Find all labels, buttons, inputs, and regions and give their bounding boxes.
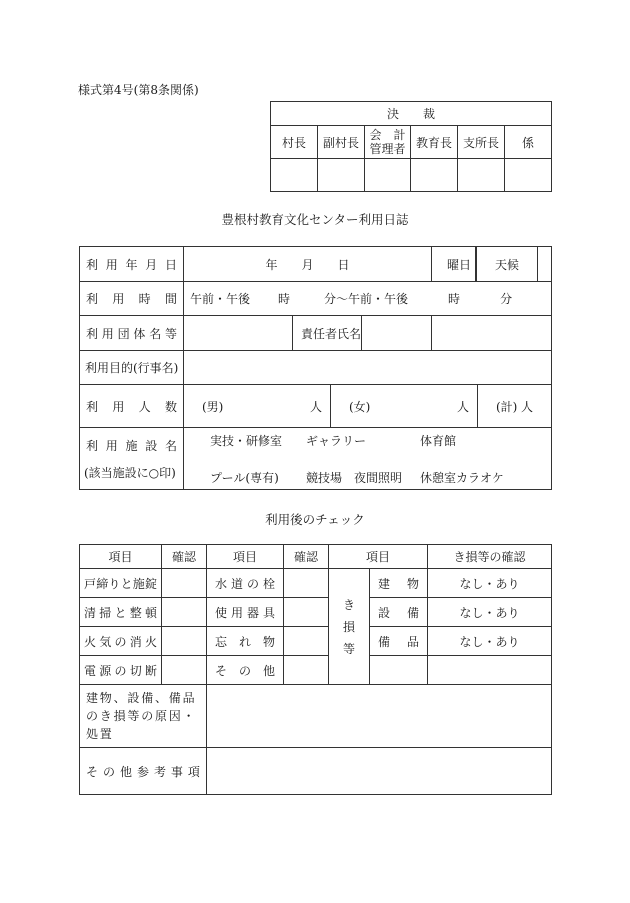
- usage-facility-options: [184, 428, 552, 490]
- stamp-cell[interactable]: [271, 159, 318, 192]
- usage-people-label: 利 用 人 数: [80, 385, 184, 428]
- usage-facility-label: 利 用 施 設 名 (該当施設に○印): [80, 428, 184, 490]
- stamp-cell[interactable]: [365, 159, 411, 192]
- approval-col-village-head: 村長: [271, 126, 318, 159]
- approval-col-accountant: 会 計 管理者: [365, 126, 411, 159]
- people-female[interactable]: (女) 人: [331, 385, 478, 427]
- check-header-damage: き損等の確認: [428, 545, 552, 569]
- check-item-cleaning: 清 掃 と 整 頓: [80, 598, 162, 627]
- facility-option[interactable]: 体育館: [420, 433, 457, 448]
- damage-extra-cell[interactable]: [370, 656, 428, 685]
- usage-weather-input[interactable]: [538, 247, 551, 281]
- time-minute-2: 分: [500, 292, 513, 306]
- damage-item-building: 建 物: [370, 569, 428, 598]
- damage-extra-status[interactable]: [428, 656, 552, 685]
- cause-label: 建物、設備、備品のき損等の原因・処置: [80, 685, 207, 748]
- approval-table: [270, 101, 552, 192]
- time-minute-to: 分〜午前・午後: [324, 292, 409, 306]
- usage-responsible-input[interactable]: [361, 316, 431, 350]
- facility-option[interactable]: 実技・研修室: [210, 433, 283, 448]
- check-confirm-cell[interactable]: [162, 569, 207, 598]
- check-header-item: 項目: [80, 545, 162, 569]
- check-item-fire: 火 気 の 消 火: [80, 627, 162, 656]
- usage-time-label: 利 用 時 間: [80, 282, 184, 316]
- stamp-cell[interactable]: [318, 159, 365, 192]
- usage-date-label: 利 用 年 月 日: [80, 247, 184, 282]
- facility-option[interactable]: ギャラリー: [306, 433, 367, 448]
- approval-col-staff: 係: [505, 126, 552, 159]
- damage-status-building[interactable]: なし・あり: [428, 569, 552, 598]
- check-item-locking: 戸 締 り と 施 錠: [80, 569, 162, 598]
- usage-group-input[interactable]: [184, 316, 293, 351]
- facility-option[interactable]: 休憩室カラオケ: [420, 470, 504, 485]
- facility-option[interactable]: プール(専有): [210, 470, 279, 485]
- approval-col-branch-head: 支所長: [458, 126, 505, 159]
- usage-weather-cell: [476, 247, 552, 282]
- check-item-water: 水 道 の 栓: [207, 569, 284, 598]
- check-confirm-cell[interactable]: [284, 656, 329, 685]
- check-header-item: 項目: [207, 545, 284, 569]
- usage-people-cell: [184, 385, 552, 428]
- check-item-lost: 忘 れ 物: [207, 627, 284, 656]
- usage-purpose-label: 利用目的(行事名): [80, 351, 184, 385]
- damage-label: き 損 等: [329, 569, 370, 685]
- check-item-power: 電 源 の 切 断: [80, 656, 162, 685]
- approval-col-deputy-head: 副村長: [318, 126, 365, 159]
- usage-time-value[interactable]: [184, 282, 552, 316]
- check-table: [79, 544, 552, 795]
- check-header-confirm: 確認: [284, 545, 329, 569]
- usage-weather-label: 天候: [476, 247, 538, 281]
- time-ampm-1: 午前・午後: [190, 292, 251, 306]
- check-item-other: そ の 他: [207, 656, 284, 685]
- facility-option[interactable]: 競技場 夜間照明: [306, 470, 403, 485]
- usage-responsible-extra[interactable]: [432, 316, 552, 351]
- damage-item-fixtures: 備 品: [370, 627, 428, 656]
- damage-status-fixtures[interactable]: なし・あり: [428, 627, 552, 656]
- usage-facility-note: (該当施設に○印): [84, 465, 176, 480]
- check-header-item: 項目: [329, 545, 428, 569]
- damage-item-facility: 設 備: [370, 598, 428, 627]
- stamp-cell[interactable]: [458, 159, 505, 192]
- usage-responsible-cell: [293, 316, 432, 351]
- other-input[interactable]: [207, 748, 552, 795]
- approval-title: 決 裁: [271, 102, 552, 126]
- usage-responsible-label: 責任者氏名: [301, 326, 362, 341]
- cause-input[interactable]: [207, 685, 552, 748]
- form-number-label: 様式第4号(第8条関係): [78, 83, 199, 97]
- check-title: 利用後のチェック: [265, 512, 365, 527]
- people-total[interactable]: (計) 人: [496, 399, 534, 414]
- check-confirm-cell[interactable]: [284, 627, 329, 656]
- usage-purpose-input[interactable]: [184, 351, 552, 385]
- check-confirm-cell[interactable]: [162, 627, 207, 656]
- stamp-cell[interactable]: [505, 159, 552, 192]
- usage-date-value[interactable]: 年 月 日: [184, 247, 432, 282]
- check-confirm-cell[interactable]: [284, 598, 329, 627]
- time-hour-1: 時: [278, 292, 291, 306]
- usage-table: [79, 246, 552, 490]
- usage-weekday-label: 曜日: [432, 247, 476, 282]
- check-confirm-cell[interactable]: [162, 656, 207, 685]
- time-hour-2: 時: [448, 292, 461, 306]
- usage-group-label: 利 用 団 体 名 等: [80, 316, 184, 351]
- check-item-equipment: 使 用 器 具: [207, 598, 284, 627]
- check-confirm-cell[interactable]: [284, 569, 329, 598]
- other-label: そ の 他 参 考 事 項: [80, 748, 207, 795]
- approval-col-superintendent: 教育長: [411, 126, 458, 159]
- check-header-confirm: 確認: [162, 545, 207, 569]
- journal-title: 豊根村教育文化センター利用日誌: [221, 212, 409, 227]
- check-confirm-cell[interactable]: [162, 598, 207, 627]
- damage-status-facility[interactable]: なし・あり: [428, 598, 552, 627]
- people-male[interactable]: (男) 人: [184, 385, 331, 427]
- stamp-cell[interactable]: [411, 159, 458, 192]
